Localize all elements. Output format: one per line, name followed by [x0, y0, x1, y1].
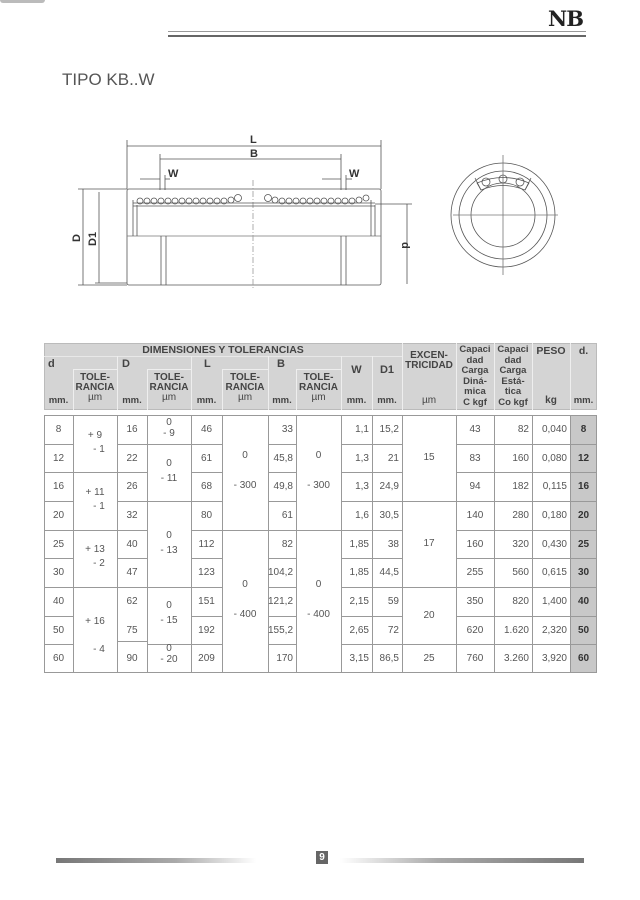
cell-L: 209: [198, 653, 215, 664]
table-hline: [494, 616, 532, 617]
cell-W: 2,15: [349, 596, 369, 607]
cap-din-line: Diná-: [463, 375, 487, 387]
cell-dd: 60: [577, 653, 590, 664]
cell-W: 1,3: [355, 453, 369, 464]
table-hline: [44, 501, 73, 502]
cell-D1: 44,5: [379, 567, 399, 578]
tol-line2: RANCIA: [75, 382, 115, 393]
cell-L: 46: [200, 424, 213, 435]
cell-dd: 16: [577, 481, 590, 492]
excentricidad-value: 20: [423, 610, 435, 621]
tol-line2: RANCIA: [299, 382, 338, 393]
table-body: [44, 415, 597, 673]
cap-din-line: C kgf: [463, 396, 487, 408]
cell-C: 160: [466, 539, 484, 550]
table-hline: [456, 472, 494, 473]
tol-line1: TOLE-: [230, 372, 260, 383]
table-hline: [147, 444, 191, 445]
table-hline: [372, 530, 402, 531]
d-tol-plus: + 13: [85, 544, 105, 555]
cell-D: 32: [126, 510, 138, 521]
cell-d: 25: [52, 539, 65, 550]
table-hline: [372, 444, 402, 445]
table-hline: [532, 501, 570, 502]
header-d-tol: [73, 373, 117, 403]
header-group-dimensiones: DIMENSIONES Y TOLERANCIAS: [142, 344, 304, 356]
hdr-hline: [222, 369, 268, 370]
header-cap-dinamica: [456, 345, 494, 408]
cap-din-line: mica: [464, 386, 486, 397]
cell-D: 26: [126, 481, 138, 492]
cell-L: 61: [200, 453, 213, 464]
header-W-unit: mm.: [346, 395, 367, 406]
page-number: 9: [316, 851, 328, 864]
table-hline: [372, 558, 402, 559]
table-hline: [570, 501, 597, 502]
header-D-tol: [147, 373, 191, 403]
cell-Co: 560: [512, 567, 529, 578]
bearing-drawing: [0, 0, 640, 330]
tol-line2: RANCIA: [149, 382, 189, 393]
table-hline: [532, 616, 570, 617]
table-hline: [341, 616, 372, 617]
table-hline: [570, 530, 597, 531]
label-d: d: [399, 242, 411, 249]
cell-D1: 86,5: [379, 653, 399, 664]
cell-W: 1,85: [349, 539, 369, 550]
D-tol-upper: 0: [166, 643, 172, 654]
header-B-unit: mm.: [272, 395, 292, 406]
cell-D: 90: [126, 653, 138, 664]
header-divider: [44, 356, 402, 357]
tol-unit: µm: [87, 392, 103, 403]
cell-dd: 12: [577, 453, 590, 464]
table-hline: [372, 644, 402, 645]
cell-C: 350: [466, 596, 484, 607]
d-tol-minus: - 1: [93, 501, 105, 512]
cell-C: 140: [466, 510, 484, 521]
brand-logo: NB: [548, 6, 583, 31]
table-hline: [532, 472, 570, 473]
table-hline: [456, 587, 494, 588]
table-hline: [532, 558, 570, 559]
table-hline: [570, 472, 597, 473]
cell-W: 2,65: [349, 625, 369, 636]
B_tol-lower: - 300: [307, 480, 330, 491]
table-hline: [532, 587, 570, 588]
table-hline: [117, 530, 147, 531]
cell-D1: 24,9: [379, 481, 399, 492]
hdr-hline: [147, 369, 191, 370]
tol-line1: TOLE-: [80, 372, 110, 383]
cell-peso: 2,320: [541, 625, 567, 636]
cell-dd: 50: [577, 625, 590, 636]
header-excentricidad: [402, 351, 456, 371]
table-hline: [494, 530, 532, 531]
tol-line1: TOLE-: [303, 372, 334, 383]
table-hline: [73, 472, 117, 473]
cell-C: 43: [469, 424, 481, 435]
table-hline: [73, 530, 117, 531]
d-tol-minus: - 1: [93, 444, 105, 455]
table-hline: [191, 472, 222, 473]
cell-W: 1,6: [355, 510, 369, 521]
table-hline: [268, 444, 296, 445]
table-hline: [494, 501, 532, 502]
ball-row-right: [265, 195, 370, 205]
cell-peso: 3,920: [541, 653, 567, 664]
cell-d: 16: [52, 481, 65, 492]
cell-peso: 0,615: [541, 567, 567, 578]
label-D: D: [71, 234, 83, 242]
table-hline: [456, 616, 494, 617]
table-hline: [402, 501, 456, 502]
cell-Co: 182: [512, 481, 529, 492]
table-hline: [268, 587, 296, 588]
cell-Co: 160: [512, 453, 529, 464]
cell-D1: 21: [387, 453, 399, 464]
header-W: W: [351, 364, 362, 376]
table-hline: [117, 558, 147, 559]
table-hline: [191, 558, 222, 559]
cell-L: 80: [200, 510, 213, 521]
table-hline: [191, 616, 222, 617]
label-B: B: [250, 148, 258, 160]
cell-B: 61: [281, 510, 293, 521]
page-title: TIPO KB..W: [62, 70, 155, 89]
D-tol-upper: 0: [166, 530, 172, 541]
cell-Co: 280: [512, 510, 529, 521]
table-hline: [532, 644, 570, 645]
table-hline: [494, 558, 532, 559]
table-hline: [44, 444, 73, 445]
table-hline: [296, 530, 341, 531]
header-d: d: [48, 358, 55, 370]
table-hline: [372, 616, 402, 617]
table-hline: [44, 472, 73, 473]
table-hline: [268, 616, 296, 617]
tol-unit: µm: [237, 392, 253, 403]
cell-Co: 320: [512, 539, 529, 550]
table-hline: [570, 587, 597, 588]
hdr-hline: [296, 369, 341, 370]
cell-W: 1,3: [355, 481, 369, 492]
cell-dd: 8: [580, 424, 587, 435]
table-hline: [494, 444, 532, 445]
label-D1: D1: [87, 231, 99, 246]
cell-d: 40: [52, 596, 65, 607]
table-hline: [268, 558, 296, 559]
header-L-unit: mm.: [196, 395, 217, 406]
cell-D: 75: [126, 625, 138, 636]
cell-L: 123: [198, 567, 215, 578]
table-hline: [117, 444, 147, 445]
table-hline: [73, 587, 117, 588]
tol-line1: TOLE-: [154, 372, 184, 383]
header-D1: D1: [379, 364, 395, 376]
excentricidad-value: 15: [423, 452, 435, 463]
cell-dd: 40: [577, 596, 590, 607]
table-hline: [570, 558, 597, 559]
table-hline: [268, 501, 296, 502]
cap-est-line: Carga: [499, 365, 527, 376]
table-hline: [191, 587, 222, 588]
table-hline: [191, 530, 222, 531]
header-peso-unit: kg: [545, 395, 557, 406]
cell-Co: 3.260: [503, 653, 529, 664]
label-L: L: [250, 134, 257, 146]
table-hline: [341, 644, 372, 645]
cell-L: 192: [198, 625, 215, 636]
cell-W: 1,1: [355, 424, 369, 435]
table-hline: [341, 444, 372, 445]
d-tol-minus: - 4: [93, 644, 105, 655]
cell-B: 82: [281, 539, 293, 550]
cell-dd: 20: [577, 510, 590, 521]
L_tol-lower: - 300: [233, 480, 257, 491]
footer-rule-right: [340, 858, 584, 863]
L_tol-upper: 0: [242, 450, 248, 461]
cell-dd: 25: [577, 539, 590, 550]
cell-C: 620: [466, 625, 484, 636]
cell-peso: 0,115: [542, 481, 567, 492]
table-hline: [570, 616, 597, 617]
cell-B: 33: [281, 424, 293, 435]
header-D-unit: mm.: [122, 395, 142, 406]
cell-D1: 59: [387, 596, 399, 607]
header-L-tol: [222, 373, 268, 403]
cell-d: 8: [55, 424, 62, 435]
cell-d: 12: [52, 453, 65, 464]
header-d-unit: mm.: [48, 395, 69, 406]
header-L: L: [204, 358, 211, 370]
tol-line2: RANCIA: [225, 382, 265, 393]
table-hline: [341, 501, 372, 502]
table-hline: [117, 641, 147, 642]
cell-B: 170: [276, 653, 293, 664]
cell-d: 60: [52, 653, 65, 664]
D-tol-lower: - 15: [160, 615, 178, 626]
cell-peso: 0,080: [541, 453, 567, 464]
cap-est-line: Capaci: [497, 344, 529, 355]
d-tol-plus: + 11: [85, 487, 105, 498]
hdr-hline: [73, 369, 117, 370]
table-vline: [147, 415, 148, 673]
cell-D1: 38: [387, 539, 399, 550]
header-B: B: [277, 358, 285, 370]
table-hline: [372, 587, 402, 588]
table-hline: [570, 444, 597, 445]
table-hline: [191, 644, 222, 645]
table-hline: [44, 530, 73, 531]
cell-D1: 30,5: [379, 510, 399, 521]
cell-W: 3,15: [349, 653, 369, 664]
cell-D1: 15,2: [379, 424, 399, 435]
d-tol-plus: + 9: [87, 430, 103, 441]
cell-peso: 0,180: [541, 510, 567, 521]
cell-d: 50: [52, 625, 65, 636]
table-hline: [44, 587, 73, 588]
table-hline: [117, 501, 147, 502]
table-hline: [341, 530, 372, 531]
table-hline: [402, 587, 456, 588]
cell-peso: 0,040: [541, 424, 567, 435]
d-tol-plus: + 16: [85, 616, 105, 627]
D-tol-lower: - 11: [160, 473, 178, 484]
table-hline: [494, 644, 532, 645]
cap-est-line: Co kgf: [498, 396, 528, 408]
D-tol-upper: 0: [166, 600, 172, 611]
label-W-left: W: [168, 168, 179, 180]
D-tol-lower: - 9: [163, 428, 175, 439]
cap-din-line: Capaci: [459, 344, 491, 355]
table-hline: [341, 472, 372, 473]
table-hline: [268, 472, 296, 473]
table-hline: [222, 530, 268, 531]
table-hline: [147, 587, 191, 588]
cap-est-line: dad: [504, 354, 522, 366]
cell-B: 45,8: [273, 453, 293, 464]
cell-L: 68: [200, 481, 213, 492]
header-dd: d.: [578, 345, 589, 357]
cell-d: 20: [52, 510, 65, 521]
table-hline: [532, 530, 570, 531]
cap-din-line: Carga: [461, 365, 489, 376]
L_tol-upper: 0: [242, 579, 248, 590]
cell-dd: 30: [577, 567, 590, 578]
cell-B: 155,2: [268, 625, 294, 636]
cell-C: 255: [466, 567, 484, 578]
table-hline: [44, 616, 73, 617]
cell-D: 62: [126, 596, 138, 607]
excen-line2: TRICIDAD: [405, 360, 453, 371]
table-hline: [494, 472, 532, 473]
cell-W: 1,85: [349, 567, 369, 578]
table-hline: [191, 444, 222, 445]
header-excen-unit: µm: [421, 395, 437, 406]
cell-Co: 1.620: [503, 625, 529, 636]
table-hline: [456, 444, 494, 445]
table-hline: [341, 558, 372, 559]
D-tol-lower: - 20: [160, 654, 178, 665]
table-hline: [402, 644, 456, 645]
cell-peso: 1,400: [541, 596, 567, 607]
table-hline: [117, 472, 147, 473]
cell-D: 40: [126, 539, 138, 550]
cell-L: 151: [198, 596, 215, 607]
header-B-tol: [296, 373, 341, 403]
footer-rule-left: [56, 858, 256, 863]
cell-C: 83: [469, 453, 481, 464]
table-hline: [372, 472, 402, 473]
excentricidad-value: 17: [423, 538, 435, 549]
D-tol-lower: - 13: [160, 545, 178, 556]
D-tol-upper: 0: [166, 458, 172, 469]
B_tol-lower: - 400: [307, 609, 330, 620]
cell-peso: 0,430: [541, 539, 567, 550]
header-D: D: [122, 358, 130, 370]
table-hline: [456, 644, 494, 645]
ball-row-left: [137, 195, 242, 205]
table-hline: [341, 587, 372, 588]
table-hline: [44, 558, 73, 559]
cell-L: 112: [198, 539, 215, 550]
table-hline: [191, 501, 222, 502]
table-hline: [372, 501, 402, 502]
table-hline: [268, 644, 296, 645]
table-hline: [117, 587, 147, 588]
header-D1-unit: mm.: [377, 395, 397, 406]
cell-B: 121,2: [268, 596, 294, 607]
table-hline: [456, 558, 494, 559]
B_tol-upper: 0: [315, 450, 322, 461]
table-hline: [44, 644, 73, 645]
label-W-right: W: [349, 168, 360, 180]
D-tol-upper: 0: [166, 417, 172, 428]
cell-D1: 72: [387, 625, 399, 636]
cell-B: 104,2: [268, 567, 294, 578]
excentricidad-value: 25: [423, 653, 435, 664]
B_tol-upper: 0: [315, 579, 322, 590]
table-hline: [147, 501, 191, 502]
excen-line1: EXCEN-: [410, 350, 448, 361]
cell-C: 94: [469, 481, 481, 492]
tol-unit: µm: [311, 392, 326, 403]
table-hline: [456, 501, 494, 502]
L_tol-lower: - 400: [233, 609, 257, 620]
header-peso: PESO: [536, 345, 566, 357]
d-tol-minus: - 2: [93, 558, 105, 569]
cell-Co: 820: [512, 596, 529, 607]
cap-din-line: dad: [466, 354, 484, 366]
tol-unit: µm: [161, 392, 177, 403]
cell-C: 760: [466, 653, 484, 664]
cap-est-line: tica: [504, 386, 522, 397]
cell-B: 49,8: [273, 481, 293, 492]
cell-D: 22: [126, 453, 138, 464]
cell-D: 16: [126, 424, 138, 435]
cap-est-line: Está-: [501, 375, 525, 387]
header-dd-unit: mm.: [573, 395, 594, 406]
table-hline: [532, 444, 570, 445]
cell-D: 47: [126, 567, 138, 578]
table-hline: [268, 530, 296, 531]
header-cap-estatica: [494, 345, 532, 408]
table-hline: [456, 530, 494, 531]
table-hline: [494, 587, 532, 588]
table-hline: [570, 644, 597, 645]
cell-d: 30: [52, 567, 65, 578]
cell-Co: 82: [517, 424, 529, 435]
